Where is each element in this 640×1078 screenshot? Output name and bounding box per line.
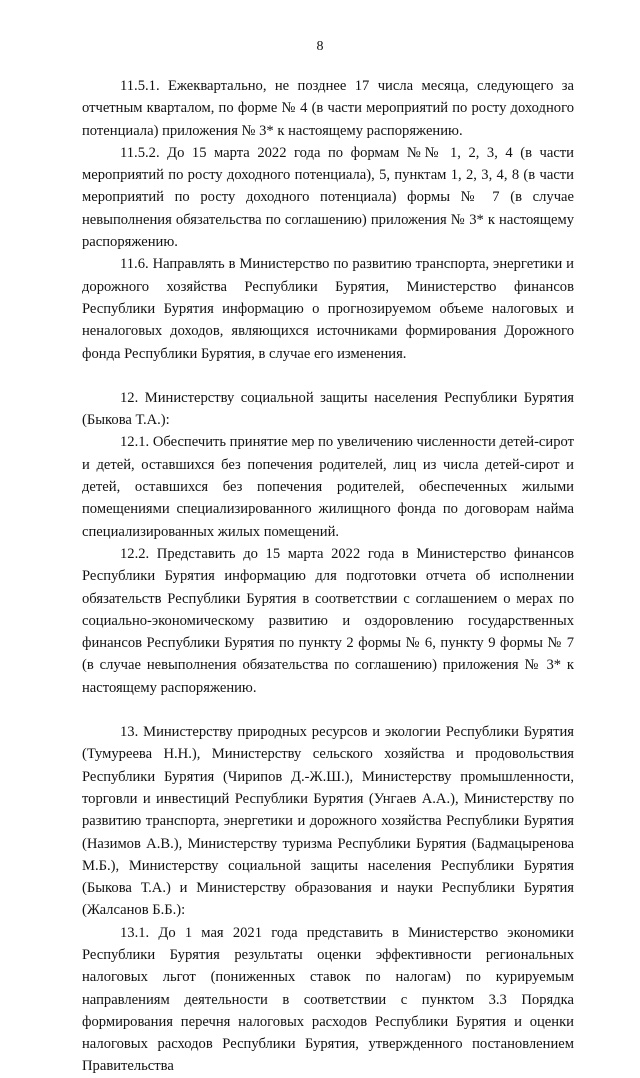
paragraph-12-2: 12.2. Представить до 15 марта 2022 года в Министерство финансов Республики Бурятия информацию для подготовки отчета об исполнении обязательств Республики Бурятия в соответствии с соглашением о мерах по социально-экономическому развитию и оздоровлению государственных финансов Республики Бурятия по пункту 2 формы № 6, пункту 9 формы № 7 (в случае невыполнения обязательства по соглашению) приложения № 3* к настоящему распоряжению. [82,545,574,696]
section-gap [82,365,574,387]
section-gap [82,699,574,721]
paragraph-12: 12. Министерству социальной защиты населения Республики Бурятия (Быкова Т.А.): [82,389,574,429]
page-number: 8 [316,39,324,54]
paragraph-11-5-2: 11.5.2. До 15 марта 2022 года по формам №№ 1, 2, 3, 4 (в части мероприятий по росту доходного потенциала), 5, пунктам 1, 2, 3, 4, 8 (в части мероприятий по росту доходного потенциала) формы № 7 (в случае невыполнения обязательства по соглашению) приложения № 3* к настоящему распоряжению. [82,144,574,251]
paragraph-11-5-1: 11.5.1. Ежеквартально, не позднее 17 числа месяца, следующего за отчетным кварталом, по форме № 4 (в части мероприятий по росту доходного потенциала) приложения № 3* к настоящему распоряжению. [82,78,574,139]
paragraph-11-6: 11.6. Направлять в Министерство по развитию транспорта, энергетики и дорожного хозяйства Республики Бурятия, Министерство финансов Республики Бурятия информацию о прогнозируемом объеме налоговых и неналоговых доходов, являющихся источниками формирования Дорожного фонда Республики Бурятия, в случае его изменения. [82,256,574,362]
paragraph-12-1: 12.1. Обеспечить принятие мер по увеличению численности детей-сирот и детей, оставшихся без попечения родителей, лиц из числа детей-сирот и детей, оставшихся без попечения родителей, обеспеченных жилыми помещениями специализированного жилищного фонда по договорам найма специализированных жилых помещений. [82,434,574,540]
paragraph-13-1: 13.1. До 1 мая 2021 года представить в Министерство экономики Республики Бурятия результаты оценки эффективности региональных налоговых льгот (пониженных ставок по налогам) по курируемым направлениям деятельности в соответствии с пунктом 3.3 Порядка формирования перечня налоговых расходов Республики Бурятия и оценки налоговых расходов Республики Бурятия, утвержденного постановлением Правительства [82,924,574,1075]
document-body [82,75,574,1078]
paragraph-13: 13. Министерству природных ресурсов и экологии Республики Бурятия (Тумуреева Н.Н.), Министерству сельского хозяйства и продовольствия Республики Бурятия (Чирипов Д.-Ж.Ш.), Министерству промышленности, торговли и инвестиций Республики Бурятия (Унгаев А.А.), Министерству по развитию транспорта, энергетики и дорожного хозяйства Республики Бурятия (Назимов А.В.), Министерству туризма Республики Бурятия (Бадмацыренова М.Б.), Министерству социальной защиты населения Республики Бурятия (Быкова Т.А.) и Министерству образования и науки Республики Бурятия (Жалсанов Б.Б.): [82,724,574,919]
